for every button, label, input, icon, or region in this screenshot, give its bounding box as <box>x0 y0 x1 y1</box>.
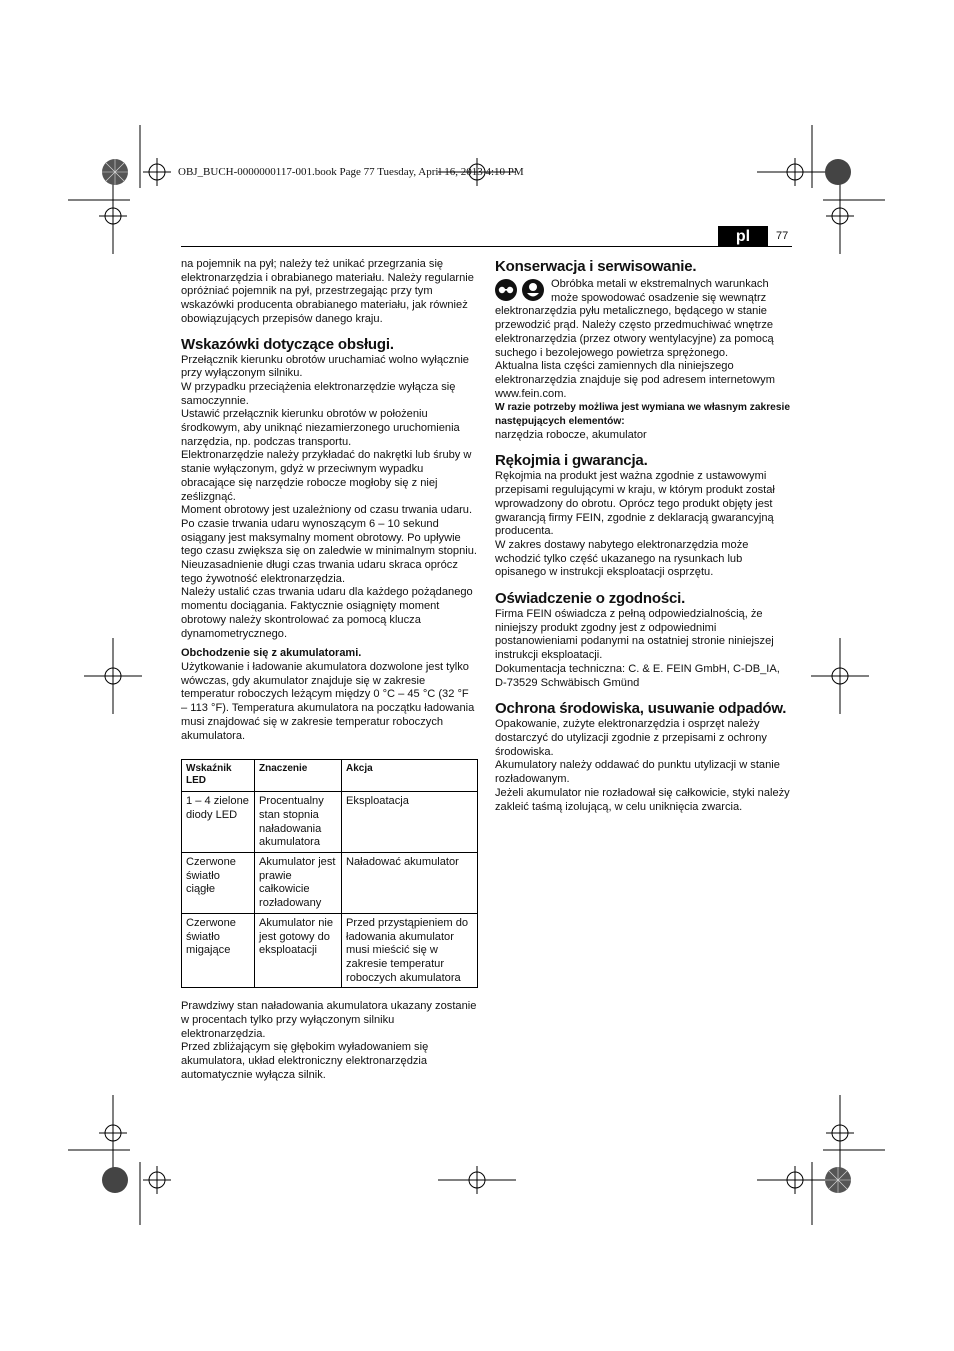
usage-paragraph-3: Ustawić przełącznik kierunku obrotów w położeniu środkowym, aby uniknąć niezamierzonego uruchomienia narzędzia, np. podczas transportu. <box>181 408 460 448</box>
book-header: OBJ_BUCH-0000000117-001.book Page 77 Tuesday, April 16, 2013 4:10 PM <box>178 166 524 178</box>
table-cell: Procentualny stan stopnia naładowania akumulatora <box>255 792 342 853</box>
conformity-paragraph-1: Firma FEIN oświadcza z pełną odpowiedzialnością, że niniejszy produkt zgodny jest z odpowiednimi postanowieniami podanymi na ostatniej stronie niniejszej instrukcji eksploatacji. <box>495 608 774 662</box>
intro-paragraph: na pojemnik na pył; należy też unikać przegrzania się elektronarzędzia i obrabianego materiału. Należy regularnie opróżniać pojemnik na pył, przestrzegając przy tym wskazówki producenta obrabianego materiału, jak również obowiązujących przepisów danego kraju. <box>181 258 474 325</box>
usage-paragraph-2: W przypadku przeciążenia elektronarzędzie wyłącza się samoczynnie. <box>181 380 456 407</box>
usage-paragraph-1: Przełącznik kierunku obrotów uruchamiać wolno wyłącznie przy wyłączonym silniku. <box>181 353 469 380</box>
conformity-heading: Oświadczenie o zgodności. <box>495 590 686 608</box>
maintenance-paragraph-2: Aktualna lista części zamiennych dla niniejszego elektronarzędzia znajduje się pod adresem internetowym www.fein.com. <box>495 360 775 400</box>
table-header-row <box>182 760 478 792</box>
warranty-paragraph-1: Rękojmia na produkt jest ważna zgodnie z ustawowymi przepisami regulującymi w kraju, w którym produkt został wprowadzony do obrotu. Oprócz tego produkt objęty jest gwarancją firmy FEIN, zgodnie z deklaracją gwarancyjną producenta. <box>495 470 775 538</box>
battery-paragraph: Użytkowanie i ładowanie akumulatora dozwolone jest tylko wówczas, gdy akumulator znajduje się w zakresie temperatur roboczych leżącym między 0 °C – 45 °C (32 °F – 113 °F). Temperatura akumulatora na początku ładowania musi znajdować się w zakresie temperatur roboczych akumulatora. <box>181 660 475 742</box>
table-row <box>182 792 478 853</box>
charge-state-paragraph: Prawdziwy stan naładowania akumulatora ukazany zostanie w procentach tylko przy wyłączonym silniku elektronarzędzia. <box>181 1000 477 1040</box>
table-row <box>182 913 478 988</box>
usage-paragraph-6: Należy ustalić czas trwania udaru dla każdego pożądanego momentu dociągania. Faktycznie osiągnięty moment obrotowy należy skontrolować za pomocą klucza dynamometrycznego. <box>181 586 473 640</box>
table-cell: Akumulator nie jest gotowy do eksploatacji <box>255 913 342 988</box>
table-cell: Czerwone światło ciągłe <box>182 853 255 914</box>
deep-discharge-paragraph: Przed zbliżającym się głębokim wyładowaniem się akumulatora, układ elektroniczny elektronarzędzia automatycznie wyłącza silnik. <box>181 1041 429 1081</box>
table-cell: 1 – 4 zielone diody LED <box>182 792 255 853</box>
breathing-mask-icon <box>522 279 544 301</box>
table-cell: Przed przystąpieniem do ładowania akumulator musi mieścić się w zakresie temperatur roboczych akumulatora <box>342 913 478 988</box>
warranty-heading: Rękojmia i gwarancja. <box>495 452 648 470</box>
environment-paragraph-3: Jeżeli akumulator nie rozładował się całkowicie, styki należy zakleić taśmą izolującą, w celu uniknięcia zwarcia. <box>495 786 790 813</box>
safety-icons <box>495 278 549 302</box>
usage-paragraph-5: Moment obrotowy jest uzależniony od czasu trwania udaru. Po czasie trwania udaru wynoszącym 6 – 10 sekund osiągany jest maksymalny moment obrotowy. Po upływie tego czasu zwiększa się on zaledwie w minimalnym stopniu. Nieuzasadnienie długi czas trwania udaru skraca oprócz tego żywotność elektronarzędzia. <box>181 504 477 585</box>
replaceable-parts-note: W razie potrzeby możliwa jest wymiana we własnym zakresie następujących elementów: <box>495 402 790 428</box>
table-cell: Naładować akumulator <box>342 853 478 914</box>
table-row <box>182 853 478 914</box>
replaceable-parts-list: narzędzia robocze, akumulator <box>495 428 647 441</box>
maintenance-heading: Konserwacja i serwisowanie. <box>495 258 697 275</box>
left-column <box>181 258 477 1083</box>
maintenance-paragraph-1: Obróbka metali w ekstremalnych warunkach może spowodować osadzenie się wewnątrz elektronarzędzia pyłu metalicznego, będącego w stanie przewodzić prąd. Należy często przedmuchiwać wnętrze elektronarzędzia (przez otwory wentylacyjne) za pomocą suchego i bezolejowego powietrza sprężonego. <box>495 278 774 359</box>
led-table <box>181 759 478 988</box>
table-cell: Eksploatacja <box>342 792 478 853</box>
language-badge: pl <box>718 226 768 247</box>
environment-heading: Ochrona środowiska, usuwanie odpadów. <box>495 700 787 718</box>
usage-heading: Wskazówki dotyczące obsługi. <box>181 335 394 353</box>
table-header: Wskaźnik LED <box>182 760 255 792</box>
table-cell: Czerwone światło migające <box>182 913 255 988</box>
page-number: 77 <box>776 230 789 242</box>
conformity-paragraph-2: Dokumentacja techniczna: C. & E. FEIN GmbH, C-DB_IA, D-73529 Schwäbisch Gmünd <box>495 662 780 689</box>
header-rule <box>181 246 792 247</box>
table-header: Akcja <box>342 760 478 792</box>
warranty-paragraph-2: W zakres dostawy nabytego elektronarzędzia może wchodzić tylko część ukazanego na rysunkach lub opisanego w instrukcji eksploatacji osprzętu. <box>495 538 749 579</box>
eye-protection-icon <box>495 279 517 301</box>
battery-heading: Obchodzenie się z akumulatorami. <box>181 647 362 660</box>
environment-paragraph-2: Akumulatory należy oddawać do punktu utylizacji w stanie rozładowanym. <box>495 759 780 786</box>
usage-paragraph-4: Elektronarzędzie należy przykładać do nakrętki lub śruby w stanie wyłączonym, gdyż w przeciwnym wypadku obracające się narzędzie robocze mogłoby się z niej ześlizgnąć. <box>181 449 472 503</box>
table-header: Znaczenie <box>255 760 342 792</box>
right-column <box>495 258 792 814</box>
table-cell: Akumulator jest prawie całkowicie rozładowany <box>255 853 342 914</box>
environment-paragraph-1: Opakowanie, zużyte elektronarzędzia i osprzęt należy dostarczyć do utylizacji zgodnie z przepisami z ochrony środowiska. <box>495 718 767 758</box>
